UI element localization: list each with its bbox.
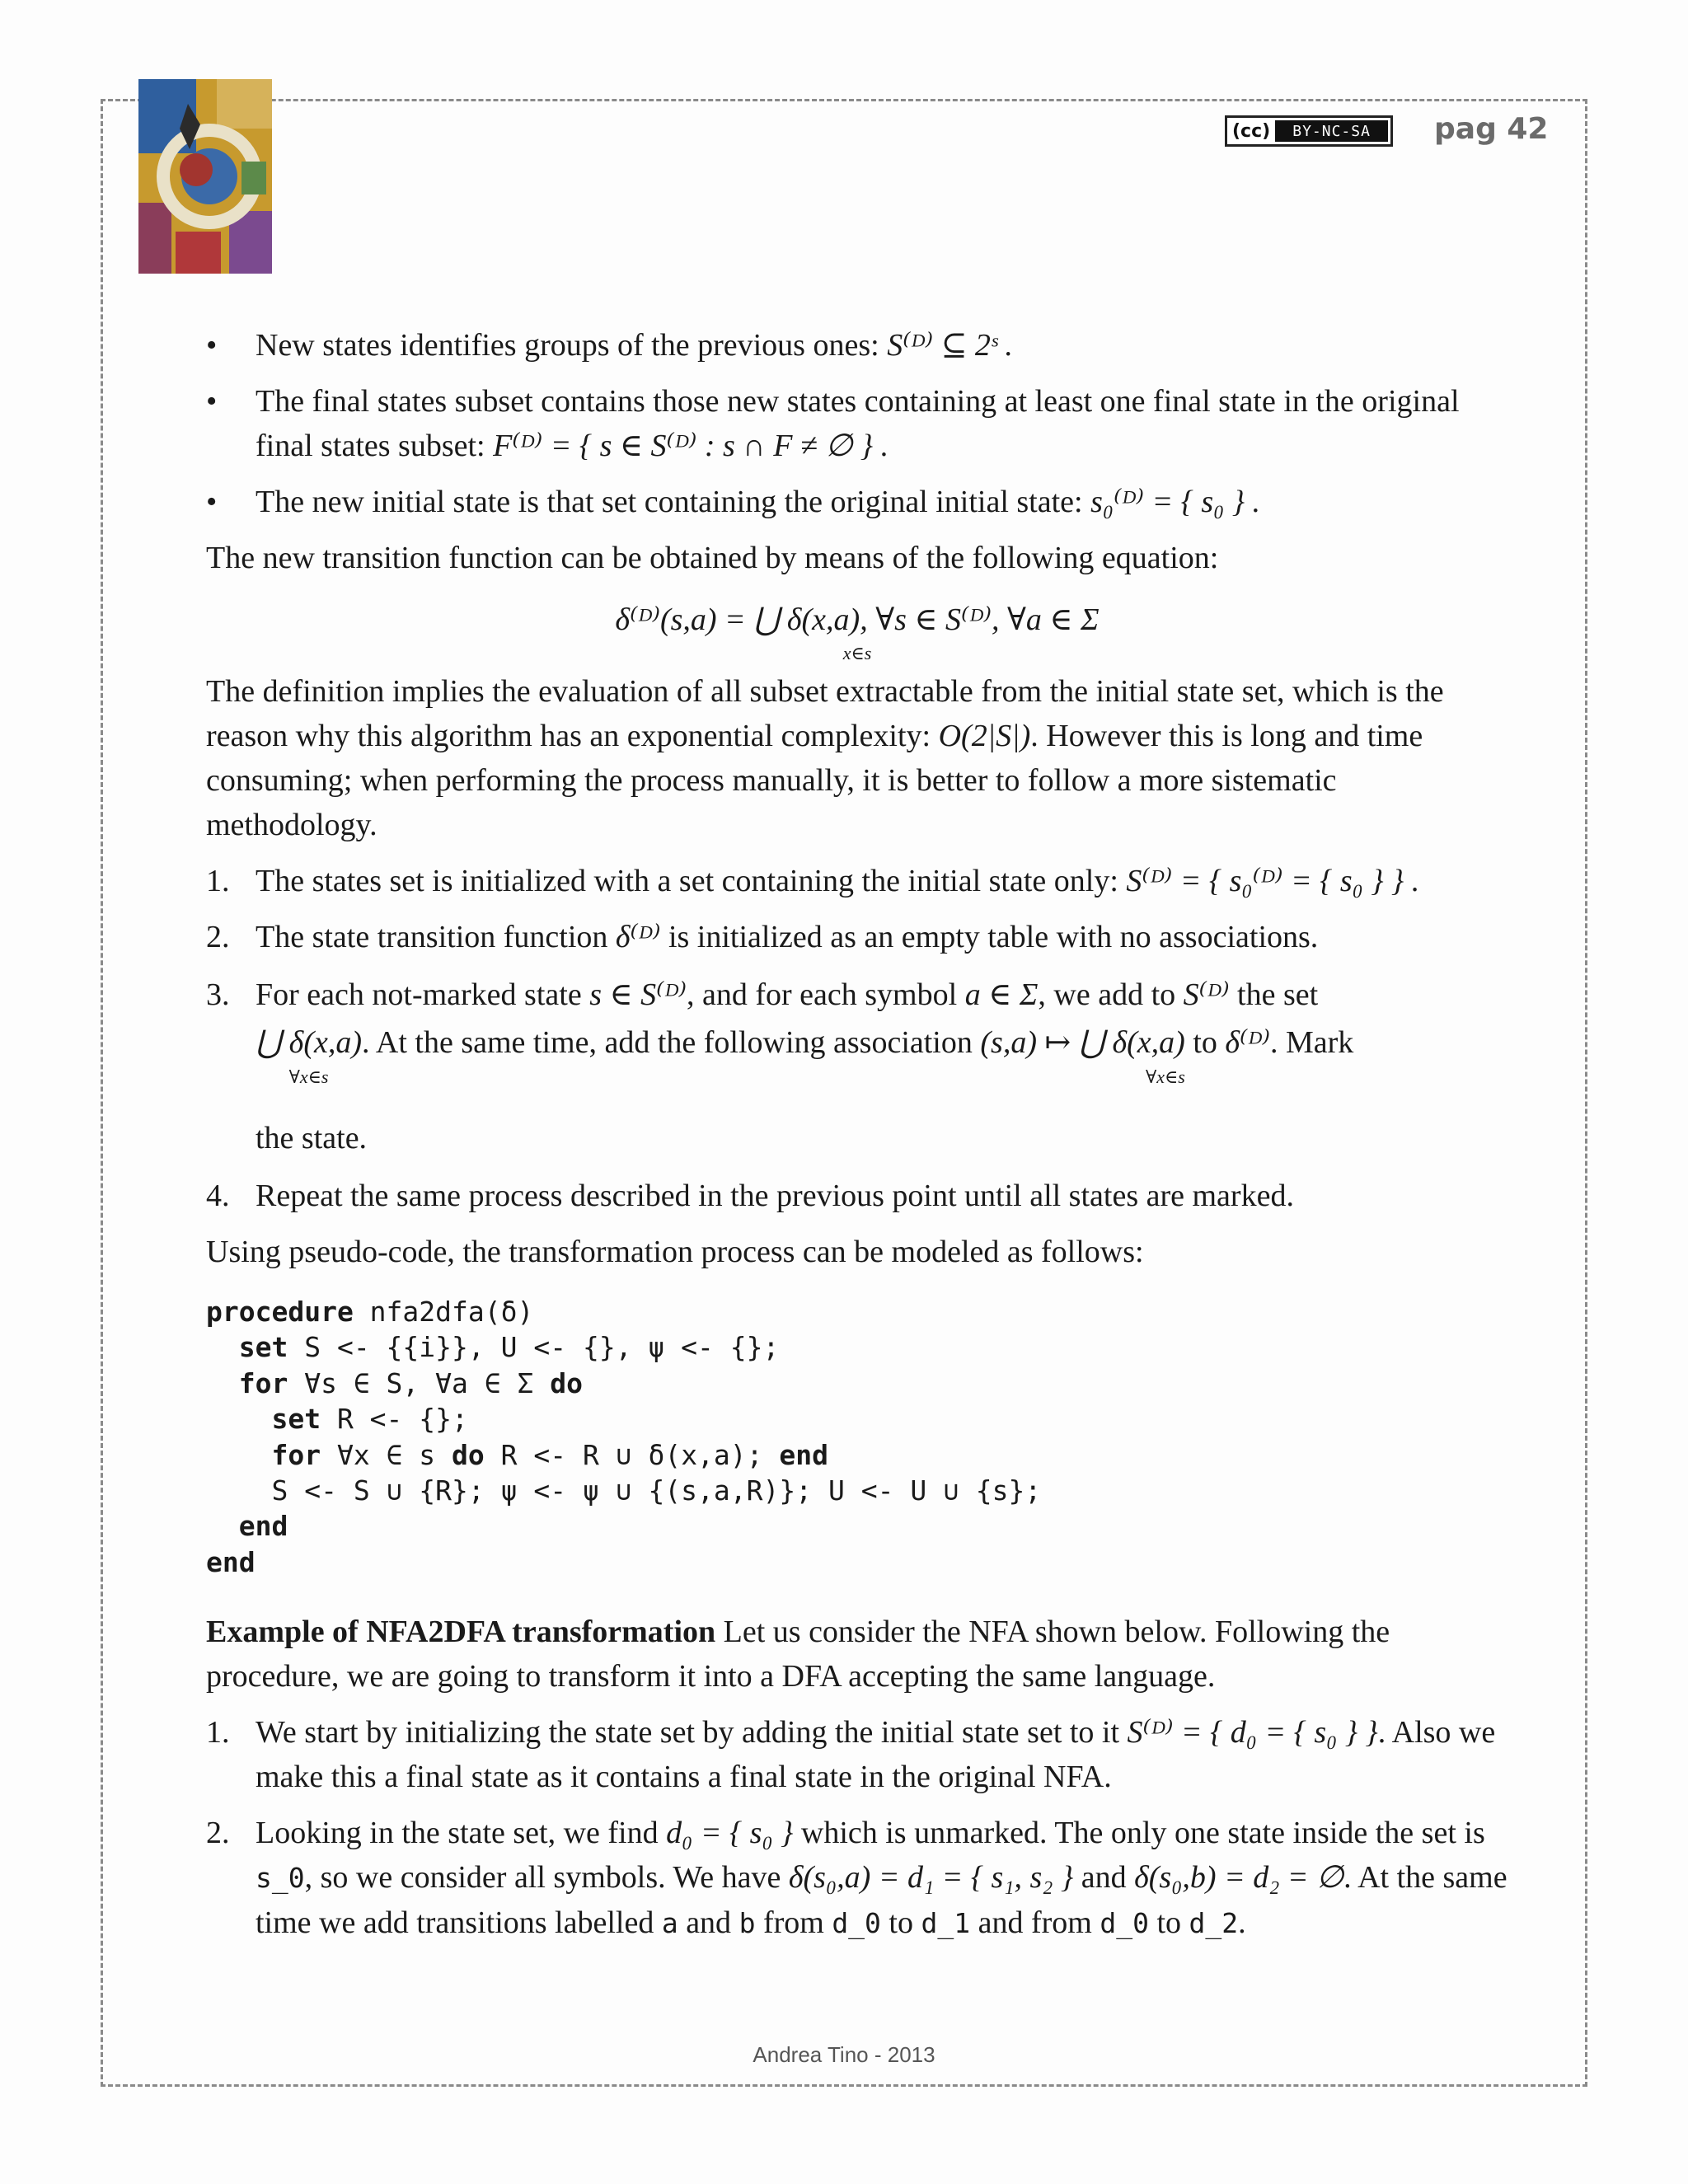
paragraph: Using pseudo-code, the transformation process can be modeled as follows:	[206, 1235, 1144, 1269]
math-expression: a ∈ Σ	[964, 977, 1039, 1012]
license-badge	[1225, 115, 1393, 147]
paragraph: The new transition function can be obtained by means of the following equation:	[206, 541, 1219, 575]
inline-code: d_0	[832, 1907, 881, 1940]
math-expression: S⁽ᴰ⁾	[1183, 977, 1230, 1012]
inline-code: s_0	[256, 1862, 305, 1895]
math-expression: δ⁽ᴰ⁾	[615, 920, 661, 954]
item-number: 2.	[206, 1816, 230, 1851]
math-expression: (s,a) ↦ ⋃ δ(x,a)	[980, 1025, 1185, 1060]
math-expression: S⁽ᴰ⁾ = { s₀⁽ᴰ⁾ = { s₀ } } .	[1126, 864, 1420, 898]
math-expression: δ(s₀,a) = d₁ = { s₁, s₂ }	[788, 1860, 1074, 1896]
code-line: S <- S ∪ {R}; ψ <- ψ ∪ {(s,a,R)}; U <- U ∪ {s};	[271, 1474, 1042, 1507]
math-expression: ⋃ δ(x,a)	[256, 1025, 363, 1060]
page-footer: Andrea Tino - 2013	[753, 2042, 935, 2067]
numbered-item: 1. We start by initializing the state set by adding the initial state set to it S⁽ᴰ⁾ = { d₀ = { s₀ } }. Also we make this a final state as it contains a final state in the original NFA.	[206, 1710, 1508, 1799]
code-line: procedure nfa2dfa(δ)	[206, 1296, 534, 1328]
math-expression: d₀ = { s₀ }	[666, 1816, 794, 1851]
math-expression: F⁽ᴰ⁾ = { s ∈ S⁽ᴰ⁾ : s ∩ F ≠ ∅ } .	[493, 429, 889, 463]
example-paragraph: Example of NFA2DFA transformation Let us consider the NFA shown below. Following the procedure, we are going to transform it into a DFA accepting the same language.	[206, 1615, 1390, 1694]
inline-code: b	[738, 1907, 756, 1940]
bullet-icon: •	[206, 384, 218, 419]
math-expression: s₀⁽ᴰ⁾ = { s₀ } .	[1090, 485, 1261, 519]
code-line: end	[206, 1510, 288, 1543]
cc-icon: (cc)	[1232, 120, 1271, 142]
bullet-item: • The final states subset contains those new states containing at least one final state in the original final states subset: F⁽ᴰ⁾ = { s ∈ S⁽ᴰ⁾ : s ∩ F ≠ ∅ } .	[206, 379, 1508, 468]
equation-subscript: ∀x∈s	[1145, 1066, 1185, 1087]
code-line: end	[206, 1545, 256, 1578]
code-line: set S <- {{i}}, U <- {}, ψ <- {};	[206, 1331, 780, 1364]
page-number: pag 42	[1434, 112, 1549, 146]
math-expression: O(2|S|)	[938, 719, 1031, 753]
code-line: for ∀x ∈ s do R <- R ∪ δ(x,a); end	[206, 1438, 829, 1471]
numbered-item: 3. For each not-marked state s ∈ S⁽ᴰ⁾, and for each symbol a ∈ Σ, we add to S⁽ᴰ⁾ the set ⋃ δ(x,a) ∀x∈s . At the same time, add the following association (s,a) ↦ ⋃ δ(x,a) ∀x∈s to δ⁽ᴰ⁾. Mark the state.	[206, 971, 1508, 1162]
item-number: 4.	[206, 1179, 230, 1213]
math-expression: s ∈ S⁽ᴰ⁾	[589, 977, 687, 1012]
bullet-item: • New states identifies groups of the previous ones: S⁽ᴰ⁾ ⊆ 2ˢ .	[206, 323, 1508, 368]
inline-code: d_0	[1100, 1907, 1149, 1940]
equation-subscript: x∈s	[842, 643, 872, 663]
numbered-item: 4. Repeat the same process described in the previous point until all states are marked.	[206, 1174, 1508, 1218]
code-line: set R <- {};	[206, 1403, 468, 1436]
numbered-item: 2. The state transition function δ⁽ᴰ⁾ is initialized as an empty table with no associations.	[206, 915, 1508, 959]
equation-subscript: ∀x∈s	[288, 1066, 329, 1087]
paragraph: The definition implies the evaluation of all subset extractable from the initial state set, which is the reason why this algorithm has an exponential complexity: O(2|S|). However this is long and time consuming; when performing the process manually, it is better to follow a more sistematic methodology.	[206, 674, 1444, 842]
item-number: 1.	[206, 1715, 230, 1750]
item-number: 1.	[206, 864, 230, 898]
license-label: BY-NC-SA	[1275, 120, 1388, 142]
inline-code: d_1	[921, 1907, 971, 1940]
document-body	[206, 323, 1508, 1957]
bullet-icon: •	[206, 485, 218, 519]
bullet-icon: •	[206, 328, 218, 363]
numbered-item: 1. The states set is initialized with a set containing the initial state only: S⁽ᴰ⁾ = { s₀⁽ᴰ⁾ = { s₀ } } .	[206, 859, 1508, 903]
cover-artwork-logo	[138, 79, 272, 274]
bullet-item: • The new initial state is that set containing the original initial state: s₀⁽ᴰ⁾ = { s₀ } .	[206, 480, 1508, 524]
item-number: 3.	[206, 977, 230, 1012]
display-equation	[206, 595, 1508, 663]
inline-code: d_2	[1189, 1907, 1239, 1940]
math-expression: δ⁽ᴰ⁾(s,a) = ⋃ δ(x,a), ∀s ∈ S⁽ᴰ⁾, ∀a ∈ Σ	[615, 602, 1100, 637]
code-line: for ∀s ∈ S, ∀a ∈ Σ do	[206, 1366, 583, 1399]
math-expression: S⁽ᴰ⁾ = { d₀ = { s₀ } }	[1127, 1715, 1378, 1750]
inline-code: a	[661, 1907, 678, 1940]
math-expression: S⁽ᴰ⁾ ⊆ 2ˢ .	[887, 328, 1013, 363]
math-expression: δ(s₀,b) = d₂ = ∅	[1134, 1860, 1344, 1896]
example-title: Example of NFA2DFA transformation	[206, 1615, 716, 1650]
pseudo-code-block	[206, 1294, 1508, 1580]
math-expression: δ⁽ᴰ⁾	[1225, 1025, 1270, 1060]
item-number: 2.	[206, 920, 230, 954]
numbered-item: 2. Looking in the state set, we find d₀ = { s₀ } which is unmarked. The only one state inside the set is s_0, so we consider all symbols. We have δ(s₀,a) = d₁ = { s₁, s₂ } and δ(s₀,b) = d₂ = ∅. At the same time we add transitions labelled a and b from d_0 to d_1 and from d_0 to d_2.	[206, 1811, 1508, 1946]
